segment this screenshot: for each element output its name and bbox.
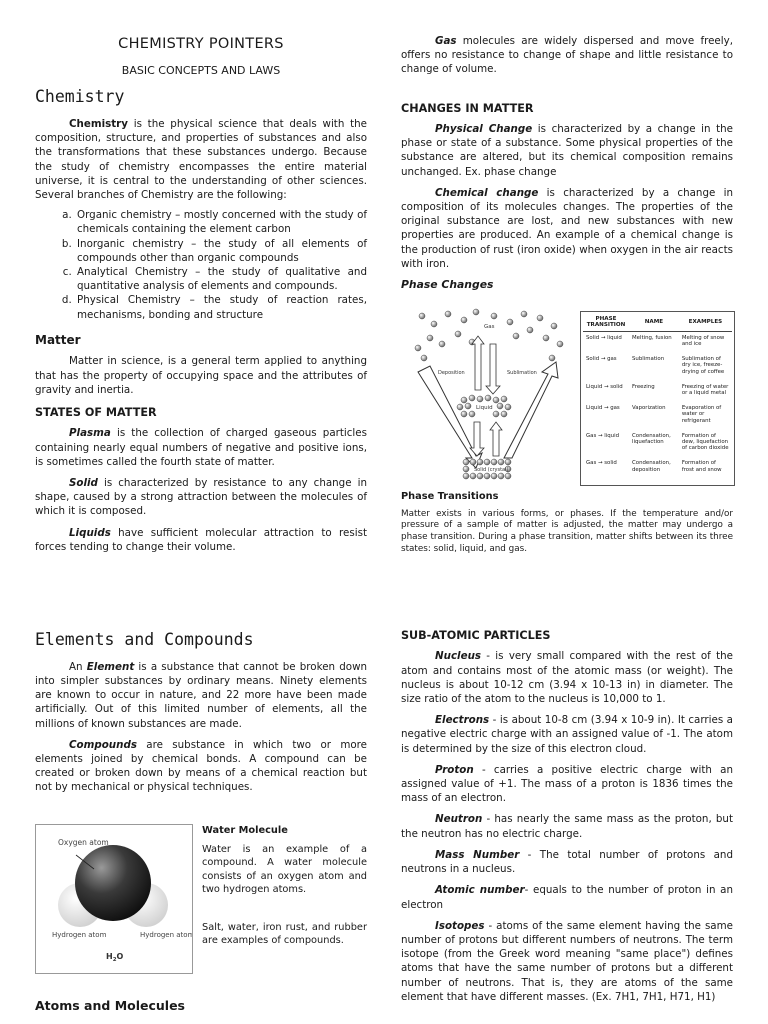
- gas-particles: [415, 309, 563, 361]
- page-subtitle: BASIC CONCEPTS AND LAWS: [121, 64, 281, 77]
- table-row: Gas → liquid Condensation, liquefaction Formation of dew, liquefaction of carbon dioxide: [586, 432, 729, 452]
- phase-transitions-text: Matter exists in various forms, or phases. If the temperature and/or pressure of a sample of matter is adjusted, the matter may undergo a phase transition. During a phase transition, matter shifts between its three states: solid, liquid, and gas.: [401, 508, 733, 555]
- liquids-text: Liquids have sufficient molecular attraction to resist forces tending to change their volume.: [35, 526, 367, 553]
- deposition-label: Deposition: [438, 370, 465, 376]
- solid-text: Solid is characterized by resistance to any change in shape, caused by a strong attraction between the molecules of which it is composed.: [35, 477, 367, 518]
- physical-change-text: Physical Change is characterized by a change in the phase or state of a substance. Some physical properties of the substance are altered, but its chemical composition remains unchanged. Ex. phase change: [401, 123, 733, 178]
- table-row: Solid → liquid Melting, fusion Melting of snow and ice: [586, 334, 725, 348]
- sublimation-label: Sublimation: [507, 370, 537, 376]
- water-molecule-text: Water is an example of a compound. A water molecule consists of an oxygen atom and two hydrogen atoms.: [202, 843, 367, 896]
- liquid-label: Liquid: [476, 405, 493, 411]
- element-text: An Element is a substance that cannot be broken down into simpler substances by ordinary means. Ninety elements are known to occur in nature, and 22 more have been made artificially. Out of this limited number of elements, all the millions of known substances are made.: [35, 660, 368, 730]
- table-row: Gas → solid Condensation, deposition Formation of frost and snow: [586, 460, 722, 473]
- phase-transitions-heading: Phase Transitions: [401, 491, 499, 502]
- gas-text: Gas molecules are widely dispersed and move freely, offers no resistance to change of shape and little resistance to change of volume.: [401, 35, 733, 76]
- table-header: EXAMPLES: [679, 314, 732, 331]
- branches-list: [35, 208, 367, 322]
- phase-table-box: [580, 311, 735, 486]
- hydrogen-label-right: Hydrogen atom: [140, 931, 192, 939]
- matter-text: Matter in science, is a general term applied to anything that has the property of occupying space and the attributes of gravity and inertia.: [35, 355, 367, 396]
- phase-table: [583, 314, 732, 479]
- phase-diagram: [412, 308, 570, 486]
- list-item: b. Inorganic chemistry – the study of all elements of compounds other than organic compounds: [75, 237, 367, 265]
- water-formula: $H_2O$: [106, 952, 124, 963]
- plasma-text: Plasma is the collection of charged gaseous particles containing nearly equal numbers of negative and positive ions, is sometimes called the fourth state of matter.: [35, 427, 367, 468]
- water-molecule-figure: [35, 824, 193, 974]
- vaporization-arrow: [486, 344, 500, 394]
- table-row: Liquid → solid Freezing Freezing of water or a liquid metal: [586, 383, 729, 397]
- compound-examples-text: Salt, water, iron rust, and rubber are examples of compounds.: [202, 921, 367, 947]
- matter-heading: Matter: [35, 332, 81, 347]
- gas-label: Gas: [484, 324, 495, 330]
- oxygen-label: Oxygen atom: [58, 838, 109, 847]
- table-header: PHASE TRANSITION: [583, 314, 629, 331]
- water-molecule-image: [36, 825, 192, 973]
- electrons-text: Electrons - is about 10-8 cm (3.94 x 10-9 in). It carries a negative electric charge with an assigned value of -1. The atom is determined by the size of this electron cloud.: [401, 714, 733, 755]
- compounds-text: Compounds are substance in which two or more elements joined by chemical bonds. A compound can be created or broken down by means of a chemical reaction but not by mechanical or physical techniques.: [35, 738, 367, 794]
- page-title: CHEMISTRY POINTERS: [118, 36, 284, 52]
- mass-number-text: Mass Number - The total number of protons and neutrons in a nucleus.: [401, 848, 733, 876]
- phase-changes-heading: Phase Changes: [401, 278, 494, 292]
- nucleus-text: Nucleus - is very small compared with the rest of the atom and contains most of the atomic mass (or weight). The nucleus is about 10-12 cm (3.94 x 10-13 in) in diameter. The size ratio of the atom to the nucleus is 10,000 to 1.: [401, 650, 733, 706]
- hydrogen-label-left: Hydrogen atom: [52, 931, 107, 939]
- chemistry-heading: Chemistry: [35, 87, 125, 107]
- list-item: d. Physical Chemistry – the study of reaction rates, mechanisms, bonding and structure: [75, 293, 367, 321]
- states-heading: STATES OF MATTER: [35, 405, 157, 419]
- isotopes-text: Isotopes - atoms of the same element having the same number of protons but different numbers of neutrons. The term isotope (from the Greek word meaning "same place") defines atoms that have the same number of protons but a different number of neutrons. That is, they are atoms of the same element that have different masses. (Ex. 7H1, 7H1, H71, H1): [401, 919, 733, 1003]
- table-row: Liquid → gas Vaporization Evaporation of water or refrigerant: [586, 405, 722, 424]
- freezing-arrow: [470, 422, 484, 456]
- subatomic-heading: SUB-ATOMIC PARTICLES: [401, 629, 551, 642]
- condensation-arrow: [472, 336, 484, 390]
- melting-arrow: [490, 422, 502, 456]
- neutron-text: Neutron - has nearly the same mass as the proton, but the neutron has no electric charge.: [401, 813, 733, 840]
- water-molecule-heading: Water Molecule: [202, 825, 288, 836]
- sublimation-arrow: [504, 362, 558, 458]
- list-item: a. Organic chemistry – mostly concerned with the study of chemicals containing the element carbon: [75, 208, 367, 236]
- oxygen-atom: [75, 845, 151, 921]
- solid-label: Solid (crystal): [474, 467, 509, 473]
- table-header: NAME: [629, 314, 679, 331]
- changes-heading: CHANGES IN MATTER: [401, 101, 534, 115]
- atomic-number-text: Atomic number- equals to the number of proton in an electron: [401, 884, 733, 911]
- elements-heading: Elements and Compounds: [35, 630, 254, 649]
- chemistry-intro: Chemistry is the physical science that deals with the composition, structure, and properties of substances and also the transformations that these substances undergo. Because the study of chemistry encompasses the entire material universe, it is central to the understanding of other sciences. Several branches of Chemistry are the following:: [35, 117, 367, 201]
- proton-text: Proton - carries a positive electric charge with an assigned value of +1. The mass of a proton is 1836 times the mass of an electron.: [401, 763, 733, 805]
- table-row: Solid → gas Sublimation Sublimation of dry ice, freeze-drying of coffee: [586, 356, 725, 375]
- atoms-heading: Atoms and Molecules: [35, 998, 185, 1013]
- chemical-change-text: Chemical change is characterized by a change in composition of its molecules changes. The properties of the original substance are lost, and new substances with new properties are produced. An example of a chemical change is the production of rust (iron oxide) when oxygen in the air reacts with iron.: [401, 186, 733, 270]
- list-item: c. Analytical Chemistry – the study of qualitative and quantitative analysis of elements and compounds.: [75, 265, 367, 293]
